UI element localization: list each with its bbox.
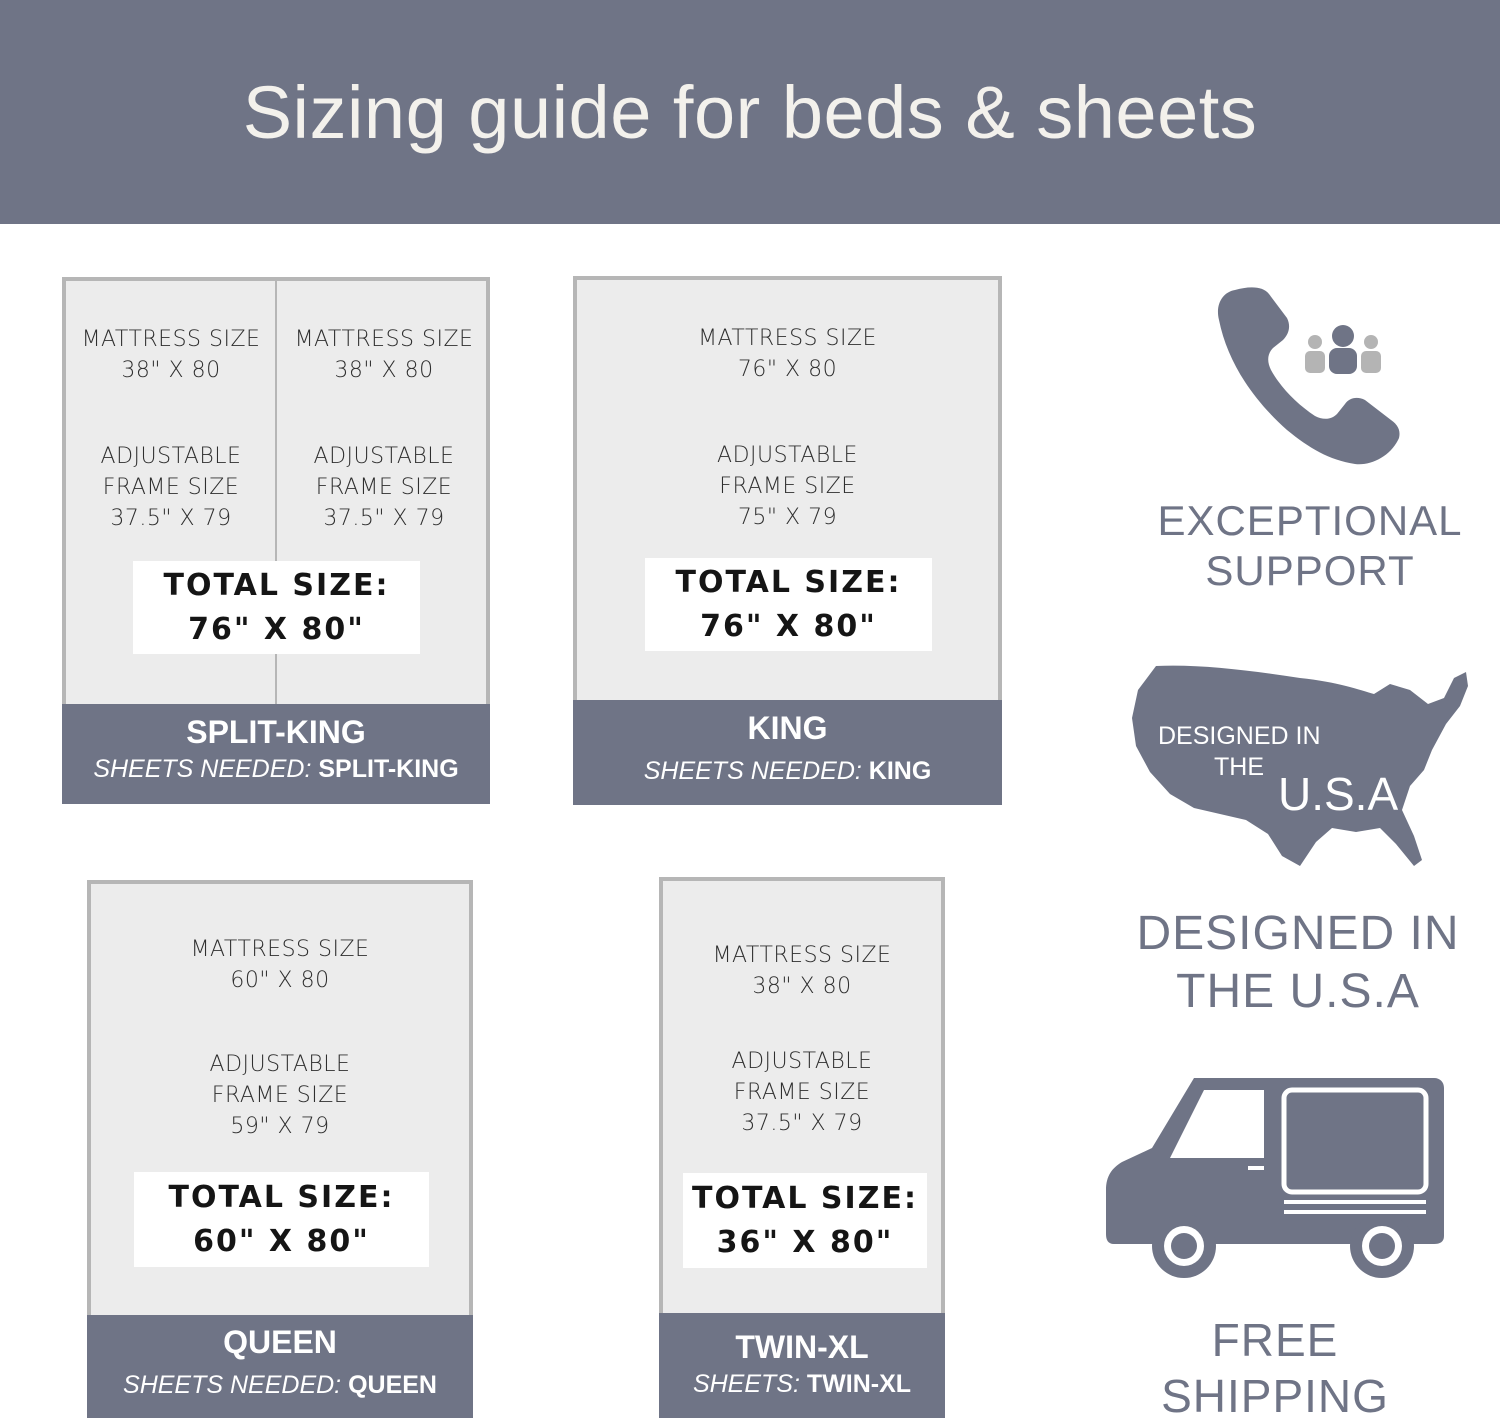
twin-xl-label <box>659 1313 945 1418</box>
bed-name: TWIN-XL <box>735 1329 869 1365</box>
queen-diagram <box>87 880 473 1315</box>
king-label <box>573 700 1002 805</box>
shipping-text: FREE SHIPPING <box>1161 1314 1389 1422</box>
queen-label <box>87 1315 473 1418</box>
bed-name: SPLIT-KING <box>186 714 366 750</box>
mattress-size-text: MATTRESS SIZE 38" X 80 <box>294 327 474 383</box>
total-size-box: TOTAL SIZE: 76" X 80" <box>133 561 420 654</box>
total-size-box: TOTAL SIZE: 60" X 80" <box>134 1172 429 1267</box>
frame-size-text: ADJUSTABLE FRAME SIZE 37.5" X 79 <box>313 444 455 531</box>
sheets-needed: SHEETS NEEDED: KING <box>643 757 932 785</box>
map-text-line1: DESIGNED IN <box>1158 722 1321 750</box>
header-banner <box>0 0 1500 224</box>
support-text: EXCEPTIONAL SUPPORT <box>1157 497 1463 594</box>
sheets-needed: SHEETS: TWIN-XL <box>692 1370 912 1398</box>
sheets-needed: SHEETS NEEDED: QUEEN <box>123 1371 437 1399</box>
split-king-label <box>62 704 490 804</box>
frame-size-text: ADJUSTABLE FRAME SIZE 37.5" X 79 <box>100 444 242 531</box>
usa-text: DESIGNED IN THE U.S.A <box>1136 907 1460 1018</box>
map-text-line2: THE <box>1214 753 1264 781</box>
usa-map-icon <box>1128 660 1473 875</box>
mattress-size-text: MATTRESS SIZE 60" X 80 <box>190 937 370 993</box>
mattress-size-text: MATTRESS SIZE 38" X 80 <box>712 943 892 999</box>
total-size-box: TOTAL SIZE: 76" X 80" <box>645 558 932 651</box>
twin-xl-diagram <box>659 877 945 1313</box>
map-text-line3: U.S.A <box>1278 768 1399 820</box>
total-size-box: TOTAL SIZE: 36" X 80" <box>683 1173 927 1268</box>
bed-name: KING <box>747 710 828 746</box>
king-diagram <box>573 276 1002 700</box>
phone-support-icon <box>1205 280 1415 475</box>
page-title: Sizing guide for beds & sheets <box>242 70 1258 154</box>
sheets-needed: SHEETS NEEDED: SPLIT-KING <box>93 755 459 783</box>
split-king-diagram <box>62 277 490 704</box>
mattress-size-text: MATTRESS SIZE 76" X 80 <box>698 326 877 382</box>
frame-size-text: ADJUSTABLE FRAME SIZE 37.5" X 79 <box>731 1049 873 1136</box>
frame-size-text: ADJUSTABLE FRAME SIZE 75" X 79 <box>717 443 858 530</box>
delivery-van-icon <box>1100 1072 1450 1287</box>
bed-name: QUEEN <box>223 1324 337 1360</box>
mattress-size-text: MATTRESS SIZE 38" X 80 <box>81 327 261 383</box>
frame-size-text: ADJUSTABLE FRAME SIZE 59" X 79 <box>209 1052 351 1139</box>
